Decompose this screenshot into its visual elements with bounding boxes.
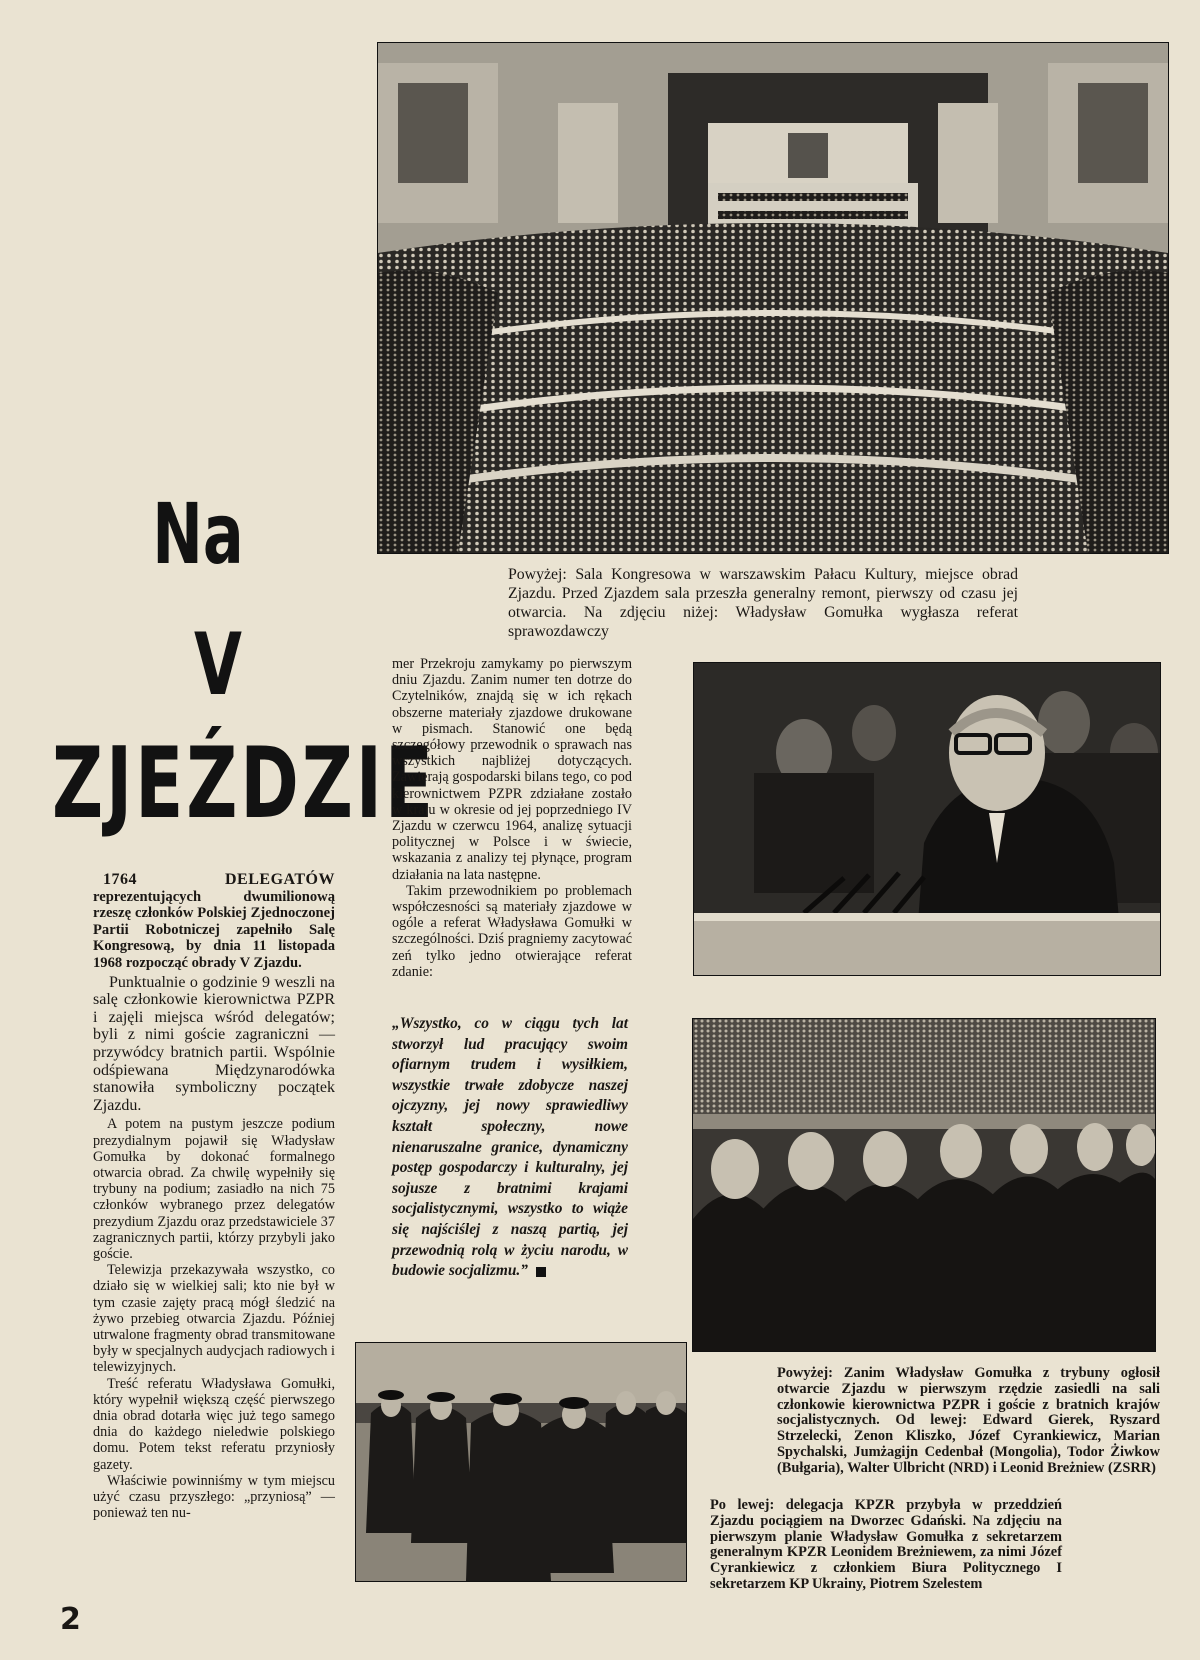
body-intro [93,974,335,1115]
page-number: 2 [60,1602,81,1637]
body-paragraph: Punktualnie o godzinie 9 weszli na salę członkowie kierownictwa PZPR i zajęli miejsca wśród delegatów; byli z nimi goście zagraniczni — przywódcy bratnich partii. Wspólnie odśpiewana Międzynarodówka stanowiła symboliczny początek Zjazdu. [93,973,335,1114]
congress-hall-photo [377,42,1169,554]
body-paragraph: Właściwie powinniśmy w tym miejscu użyć czasu przyszłego: „przyniosą” — ponieważ ten nu- [93,1472,335,1522]
body-paragraph: A potem na pustym jeszcze podium prezydialnym pojawił się Władysław Gomułka by dokonać formalnego otwarcia obrad. Za chwilę wypełniły się trybuny na podium; zasiadło na nich 75 członków wybranego przez delegatów prezydium Zjazdu oraz przedstawiciele 37 zagranicznych partii, którzy przybyli jako goście. [93,1116,335,1262]
lead-paragraph [93,872,335,972]
quote [392,1014,628,1282]
body-paragraph: Telewizja przekazywała wszystko, co działo się w wielkiej sali; kto nie był w tym czasie zajęty pracą mógł śledzić na żywo przebieg otwarcia Zjazdu. Później utrwalone fragmenty obrad transmitowane były w specjalnych audycjach radiowych i telewizyjnych. [93,1262,335,1376]
lead-text: reprezentujących dwumilionową rzeszę członków Polskiej Zjednoczonej Partii Robotniczej zapełniło Salę Kongresową, by dnia 11 listopada 1968 rozpocząć obrady V Zjazdu. [93,888,335,971]
quote-text: „Wszystko, co w ciągu tych lat stworzył lud pracujący swoim ofiarnym trudem i wysiłkiem, wszystkie trwałe zdobycze naszej ojczyzny, jej nowy sprawiedliwy kształt społeczny, nowe nienaruszalne granice, dynamiczny postęp gospodarczy i kulturalny, jej sojusze z bratnimi krajami socjalistycznymi, wszystko to wiąże się najściślej z naszą partią, jej przewodnią rolą w życiu narodu, w budowie socjalizmu.” [392,1015,628,1280]
caption-hall: Powyżej: Sala Kongresowa w warszawskim Pałacu Kultury, miejsce obrad Zjazdu. Przed Zjazdem sala przeszła generalny remont, pierwszy od czasu jej otwarcia. Na zdjęciu niżej: Władysław Gomułka wygłasza referat sprawozdawczy [508,566,1018,640]
headline-line-2: V [194,615,242,715]
body-paragraph: Takim przewodnikiem po problemach współczesności są materiały zjazdowe w ogóle a referat Władysława Gomułki w szczególności. Dziś pragniemy zacytować zeń tylko jedno otwierające referat zdanie: [392,882,632,980]
body-paragraph: mer Przekroju zamykamy po pierwszym dniu Zjazdu. Zanim numer ten dotrze do Czytelników, znajdą się w ich rękach obszerne materiały zjazdowe drukowane w pismach. Stanowić one będą szczegółowy przewodnik o sprawach nas wszystkich najbliżej dotyczących. Zawierają gospodarski bilans tego, co pod kierownictwem PZPR zdziałane zostało w kraju w okresie od jej poprzedniego IV Zjazdu w czerwcu 1964, analizę sytuacji politycznej w Polsce i w świecie, wskazania z analizy tej płynące, program działania na lata następne. [392,656,632,883]
body-paragraph: Treść referatu Władysława Gomułki, który wypełnił większą część pierwszego dnia obrad dotarła więc już tego samego dnia do każdego nieledwie polskiego domu. Potem tekst referatu przyniosły gazety. [93,1375,335,1473]
middle-column [392,656,632,980]
left-column [93,872,335,1521]
headline-line-3: ZJEŹDZIE [52,727,437,841]
headline-line-1: Na [152,485,244,583]
delegation-photo [355,1342,687,1582]
caption-delegation: Po lewej: delegacja KPZR przybyła w przeddzień Zjazdu pociągiem na Dworzec Gdański. Na zdjęciu na pierwszym planie Władysław Gomułka z sekretarzem generalnym KPZR Leonidem Breżniewem, za nimi Józef Cyrankiewicz z członkiem Biura Politycznego I sekretarzem KP Ukrainy, Piotrem Szelestem [710,1497,1062,1592]
front-row-photo [692,1018,1156,1352]
gomulka-speech-photo [693,662,1161,976]
body-left [93,1116,335,1521]
lead-caps: 1764 DELEGATÓW [103,871,335,888]
end-mark [536,1267,546,1277]
caption-front-row: Powyżej: Zanim Władysław Gomułka z trybuny ogłosił otwarcie Zjazdu w pierwszym rzędzie zasiedli na sali członkowie kierownictwa PZPR i goście z bratnich krajów socjalistycznych. Od lewej: Edward Gierek, Ryszard Strzelecki, Zenon Kliszko, Józef Cyrankiewicz, Marian Spychalski, Jumżagijn Cedenbał (Mongolia), Todor Żiwkow (Bułgaria), Walter Ulbricht (NRD) i Leonid Breżniew (ZSRR) [777,1365,1160,1476]
